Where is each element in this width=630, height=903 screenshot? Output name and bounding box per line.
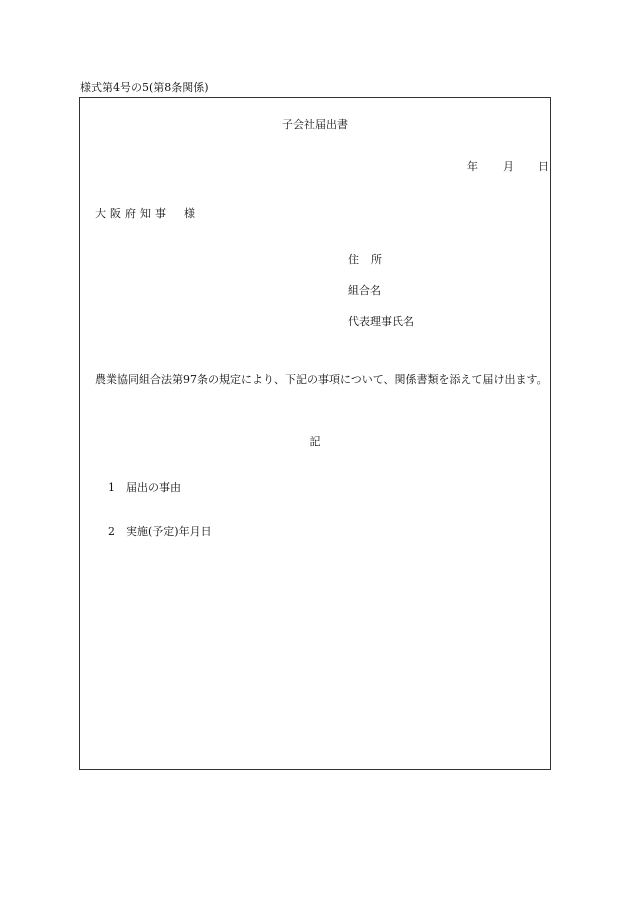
body-text: 農業協同組合法第97条の規定により、下記の事項について、関係書類を添えて届け出ます。 xyxy=(95,373,548,386)
item-number: 2 xyxy=(108,525,115,538)
item-number: 1 xyxy=(108,481,115,494)
item-label: 実施(予定)年月日 xyxy=(126,525,212,538)
date-day: 日 xyxy=(538,160,549,173)
addressee-name: 大阪府知事 xyxy=(95,207,170,220)
date-year: 年 xyxy=(467,160,478,173)
item-implementation-date xyxy=(108,523,212,539)
addressee-honorific: 様 xyxy=(184,207,195,220)
item-label: 届出の事由 xyxy=(126,481,181,494)
union-name-label: 組合名 xyxy=(348,284,381,297)
document-title: 子会社届出書 xyxy=(282,118,348,131)
form-number-label: 様式第4号の5(第8条関係) xyxy=(80,81,209,94)
ki-heading: 記 xyxy=(309,435,321,448)
item-notification-reason xyxy=(108,479,181,495)
addressee xyxy=(95,205,195,221)
date-month: 月 xyxy=(503,160,514,173)
address-label: 住 所 xyxy=(348,253,382,266)
representative-name-label: 代表理事氏名 xyxy=(348,315,414,328)
